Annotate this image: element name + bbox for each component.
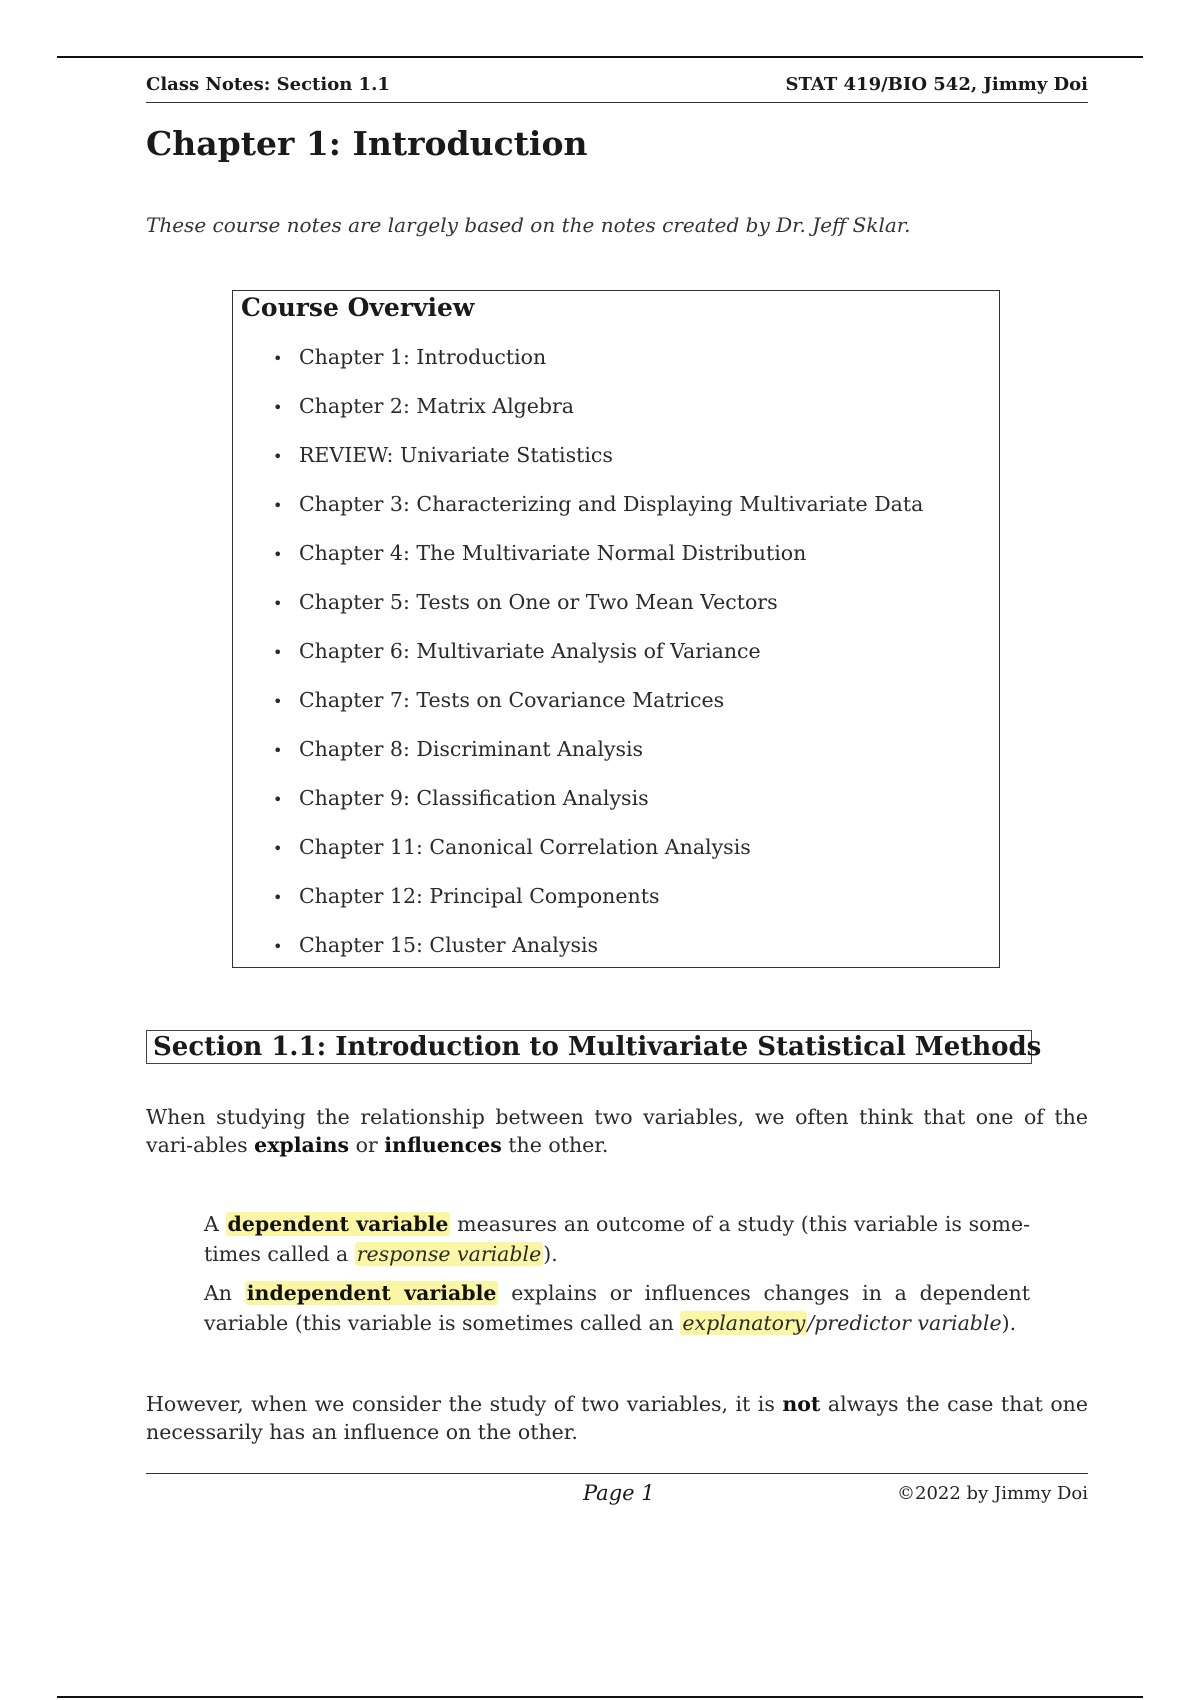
intro-paragraph (146, 1103, 1088, 1159)
list-item (273, 590, 778, 614)
chapter-title: Chapter 1: Introduction (146, 124, 588, 163)
highlighted-term-independent-variable: independent variable (246, 1281, 497, 1305)
bullet-icon: • (273, 594, 283, 613)
list-item (273, 443, 613, 467)
bottom-rule (57, 1696, 1143, 1698)
list-item (273, 492, 923, 516)
list-item-label: Chapter 1: Introduction (299, 345, 547, 369)
list-item-label: REVIEW: Univariate Statistics (299, 443, 613, 467)
bullet-icon: • (273, 839, 283, 858)
list-item (273, 688, 724, 712)
course-overview-title: Course Overview (241, 293, 475, 322)
bullet-icon: • (273, 349, 283, 368)
list-item (273, 835, 751, 859)
section-title: Section 1.1: Introduction to Multivariate Statistical Methods (146, 1030, 1032, 1064)
list-item-label: Chapter 8: Discriminant Analysis (299, 737, 644, 761)
text-run: measures an outcome of a study (this variable is some-times called a (204, 1212, 1031, 1266)
text-run: the other. (501, 1133, 609, 1157)
header-right: STAT 419/BIO 542, Jimmy Doi (785, 74, 1088, 95)
bullet-icon: • (273, 937, 283, 956)
list-item (273, 345, 546, 369)
header-left: Class Notes: Section 1.1 (146, 74, 390, 95)
bold-term-influences: influences (384, 1133, 502, 1157)
list-item-label: Chapter 9: Classification Analysis (299, 786, 649, 810)
bullet-icon: • (273, 741, 283, 760)
list-item-label: Chapter 5: Tests on One or Two Mean Vectors (299, 590, 778, 614)
text-run: A (204, 1212, 226, 1236)
bullet-icon: • (273, 398, 283, 417)
list-item (273, 786, 649, 810)
highlighted-term-explanatory-predictor: explanatory/predictor variable (682, 1311, 1002, 1335)
list-item-label: Chapter 6: Multivariate Analysis of Variance (299, 639, 761, 663)
bold-term-explains: explains (254, 1133, 350, 1157)
page-number: Page 1 (583, 1481, 655, 1505)
text-run: An (204, 1281, 245, 1305)
list-item-label: Chapter 11: Canonical Correlation Analysis (299, 835, 751, 859)
bullet-icon: • (273, 692, 283, 711)
highlighted-term-dependent-variable: dependent variable (227, 1212, 449, 1236)
list-item (273, 737, 643, 761)
definition-independent (204, 1278, 1030, 1338)
list-item (273, 639, 761, 663)
list-item-label: Chapter 15: Cluster Analysis (299, 933, 599, 957)
bullet-icon: • (273, 496, 283, 515)
bullet-icon: • (273, 545, 283, 564)
page-header (146, 74, 1088, 103)
closing-paragraph (146, 1390, 1088, 1446)
top-rule (57, 56, 1143, 58)
text-run: ). (1001, 1311, 1017, 1335)
text-run: explains or influences changes in a dependent variable (this variable is sometimes called an (204, 1281, 1031, 1335)
course-overview-box (232, 290, 1000, 968)
bullet-icon: • (273, 790, 283, 809)
list-item-label: Chapter 2: Matrix Algebra (299, 394, 575, 418)
definition-dependent (204, 1209, 1030, 1269)
footer-rule (146, 1473, 1088, 1474)
list-item-label: Chapter 12: Principal Components (299, 884, 660, 908)
text-run: ). (543, 1242, 558, 1266)
list-item (273, 933, 598, 957)
bold-term-not: not (782, 1392, 821, 1416)
highlighted-term-response-variable: response variable (356, 1242, 542, 1266)
highlight-span: explanatory (682, 1311, 806, 1335)
bullet-icon: • (273, 447, 283, 466)
bullet-icon: • (273, 643, 283, 662)
copyright-notice: ©2022 by Jimmy Doi (897, 1483, 1088, 1504)
list-item (273, 884, 659, 908)
list-item-label: Chapter 3: Characterizing and Displaying Multivariate Data (299, 492, 924, 516)
text-run: or (349, 1133, 385, 1157)
text-run: always the case that one necessarily has an influence on the other. (146, 1392, 1088, 1444)
text-run: However, when we consider the study of two variables, it is (146, 1392, 783, 1416)
list-item (273, 541, 806, 565)
list-item-label: Chapter 4: The Multivariate Normal Distribution (299, 541, 807, 565)
list-item (273, 394, 574, 418)
bullet-icon: • (273, 888, 283, 907)
text-run: When studying the relationship between two variables, we often think that one of the vari-ables (146, 1105, 1088, 1157)
attribution-note: These course notes are largely based on the notes created by Dr. Jeff Sklar. (146, 213, 911, 237)
list-item-label: Chapter 7: Tests on Covariance Matrices (299, 688, 725, 712)
